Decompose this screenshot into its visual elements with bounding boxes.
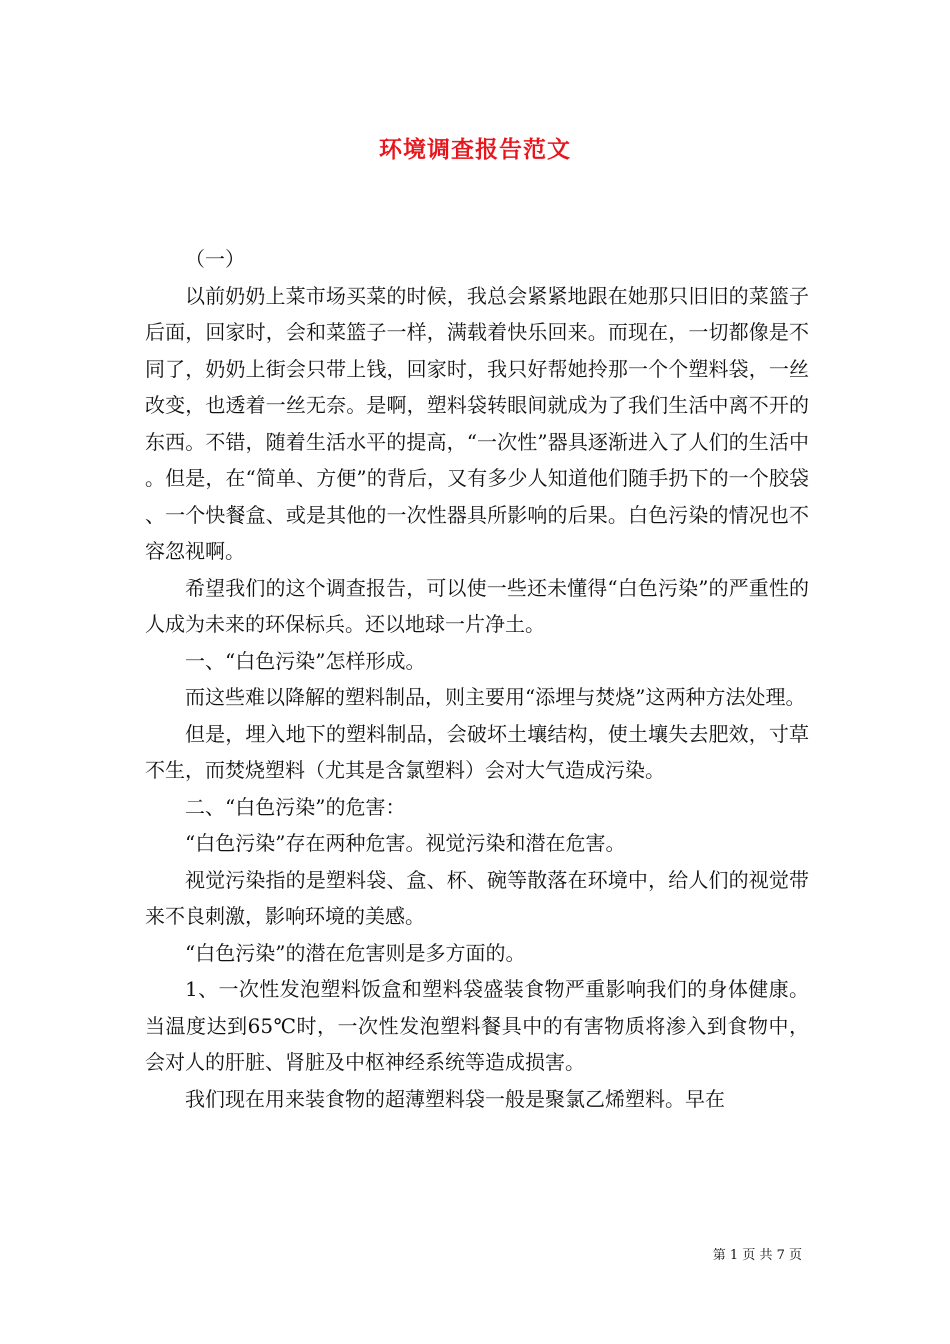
paragraph-intro: 以前奶奶上菜市场买菜的时候，我总会紧紧地跟在她那只旧旧的菜篮子后面，回家时，会和菜篮子一样，满载着快乐回来。而现在，一切都像是不同了，奶奶上街会只带上钱，回家时，我只好帮她拎那一个个塑料袋，一丝改变，也透着一丝无奈。是啊，塑料袋转眼间就成为了我们生活中离不开的东西。不错，随着生活水平的提高，“一次性”器具逐渐进入了人们的生活中。但是，在“简单、方便”的背后，又有多少人知道他们随手扔下的一个胶袋、一个快餐盒、或是其他的一次性器具所影响的后果。白色污染的情况也不容忽视啊。 [145,283,809,563]
document-body [145,241,809,1117]
paragraph-hope: 希望我们的这个调查报告，可以使一些还未懂得“白色污染”的严重性的人成为未来的环保标兵。还以地球一片净土。 [145,575,809,636]
paragraph-pvc-bags: 我们现在用来装食物的超薄塑料袋一般是聚氯乙烯塑料。早在 [185,1086,725,1111]
page-number-footer: 第 1 页 共 7 页 [712,1248,802,1263]
paragraph-section-marker: （一） [185,247,245,271]
paragraph-potential-harm: “白色污染”的潜在危害则是多方面的。 [185,940,526,965]
heading-harm: 二、“白色污染”的危害： [185,794,406,819]
paragraph-two-harms: “白色污染”存在两种危害。视觉污染和潜在危害。 [185,831,626,855]
paragraph-burial-harm: 但是，埋入地下的塑料制品，会破坏土壤结构，使土壤失去肥效，寸草不生，而焚烧塑料（尤其是含氯塑料）会对大气造成污染。 [145,721,809,782]
paragraph-disposal: 而这些难以降解的塑料制品，则主要用“添埋与焚烧”这两种方法处理。 [185,685,806,709]
document-title: 环境调查报告范文 [379,136,571,163]
paragraph-food-container: 1、一次性发泡塑料饭盒和塑料袋盛装食物严重影响我们的身体健康。当温度达到65℃时，一次性发泡塑料餐具中的有害物质将渗入到食物中，会对人的肝脏、肾脏及中枢神经系统等造成损害。 [145,977,809,1074]
paragraph-visual-pollution: 视觉污染指的是塑料袋、盒、杯、碗等散落在环境中，给人们的视觉带来不良刺激，影响环境的美感。 [145,867,809,928]
heading-formation: 一、“白色污染”怎样形成。 [185,648,426,673]
